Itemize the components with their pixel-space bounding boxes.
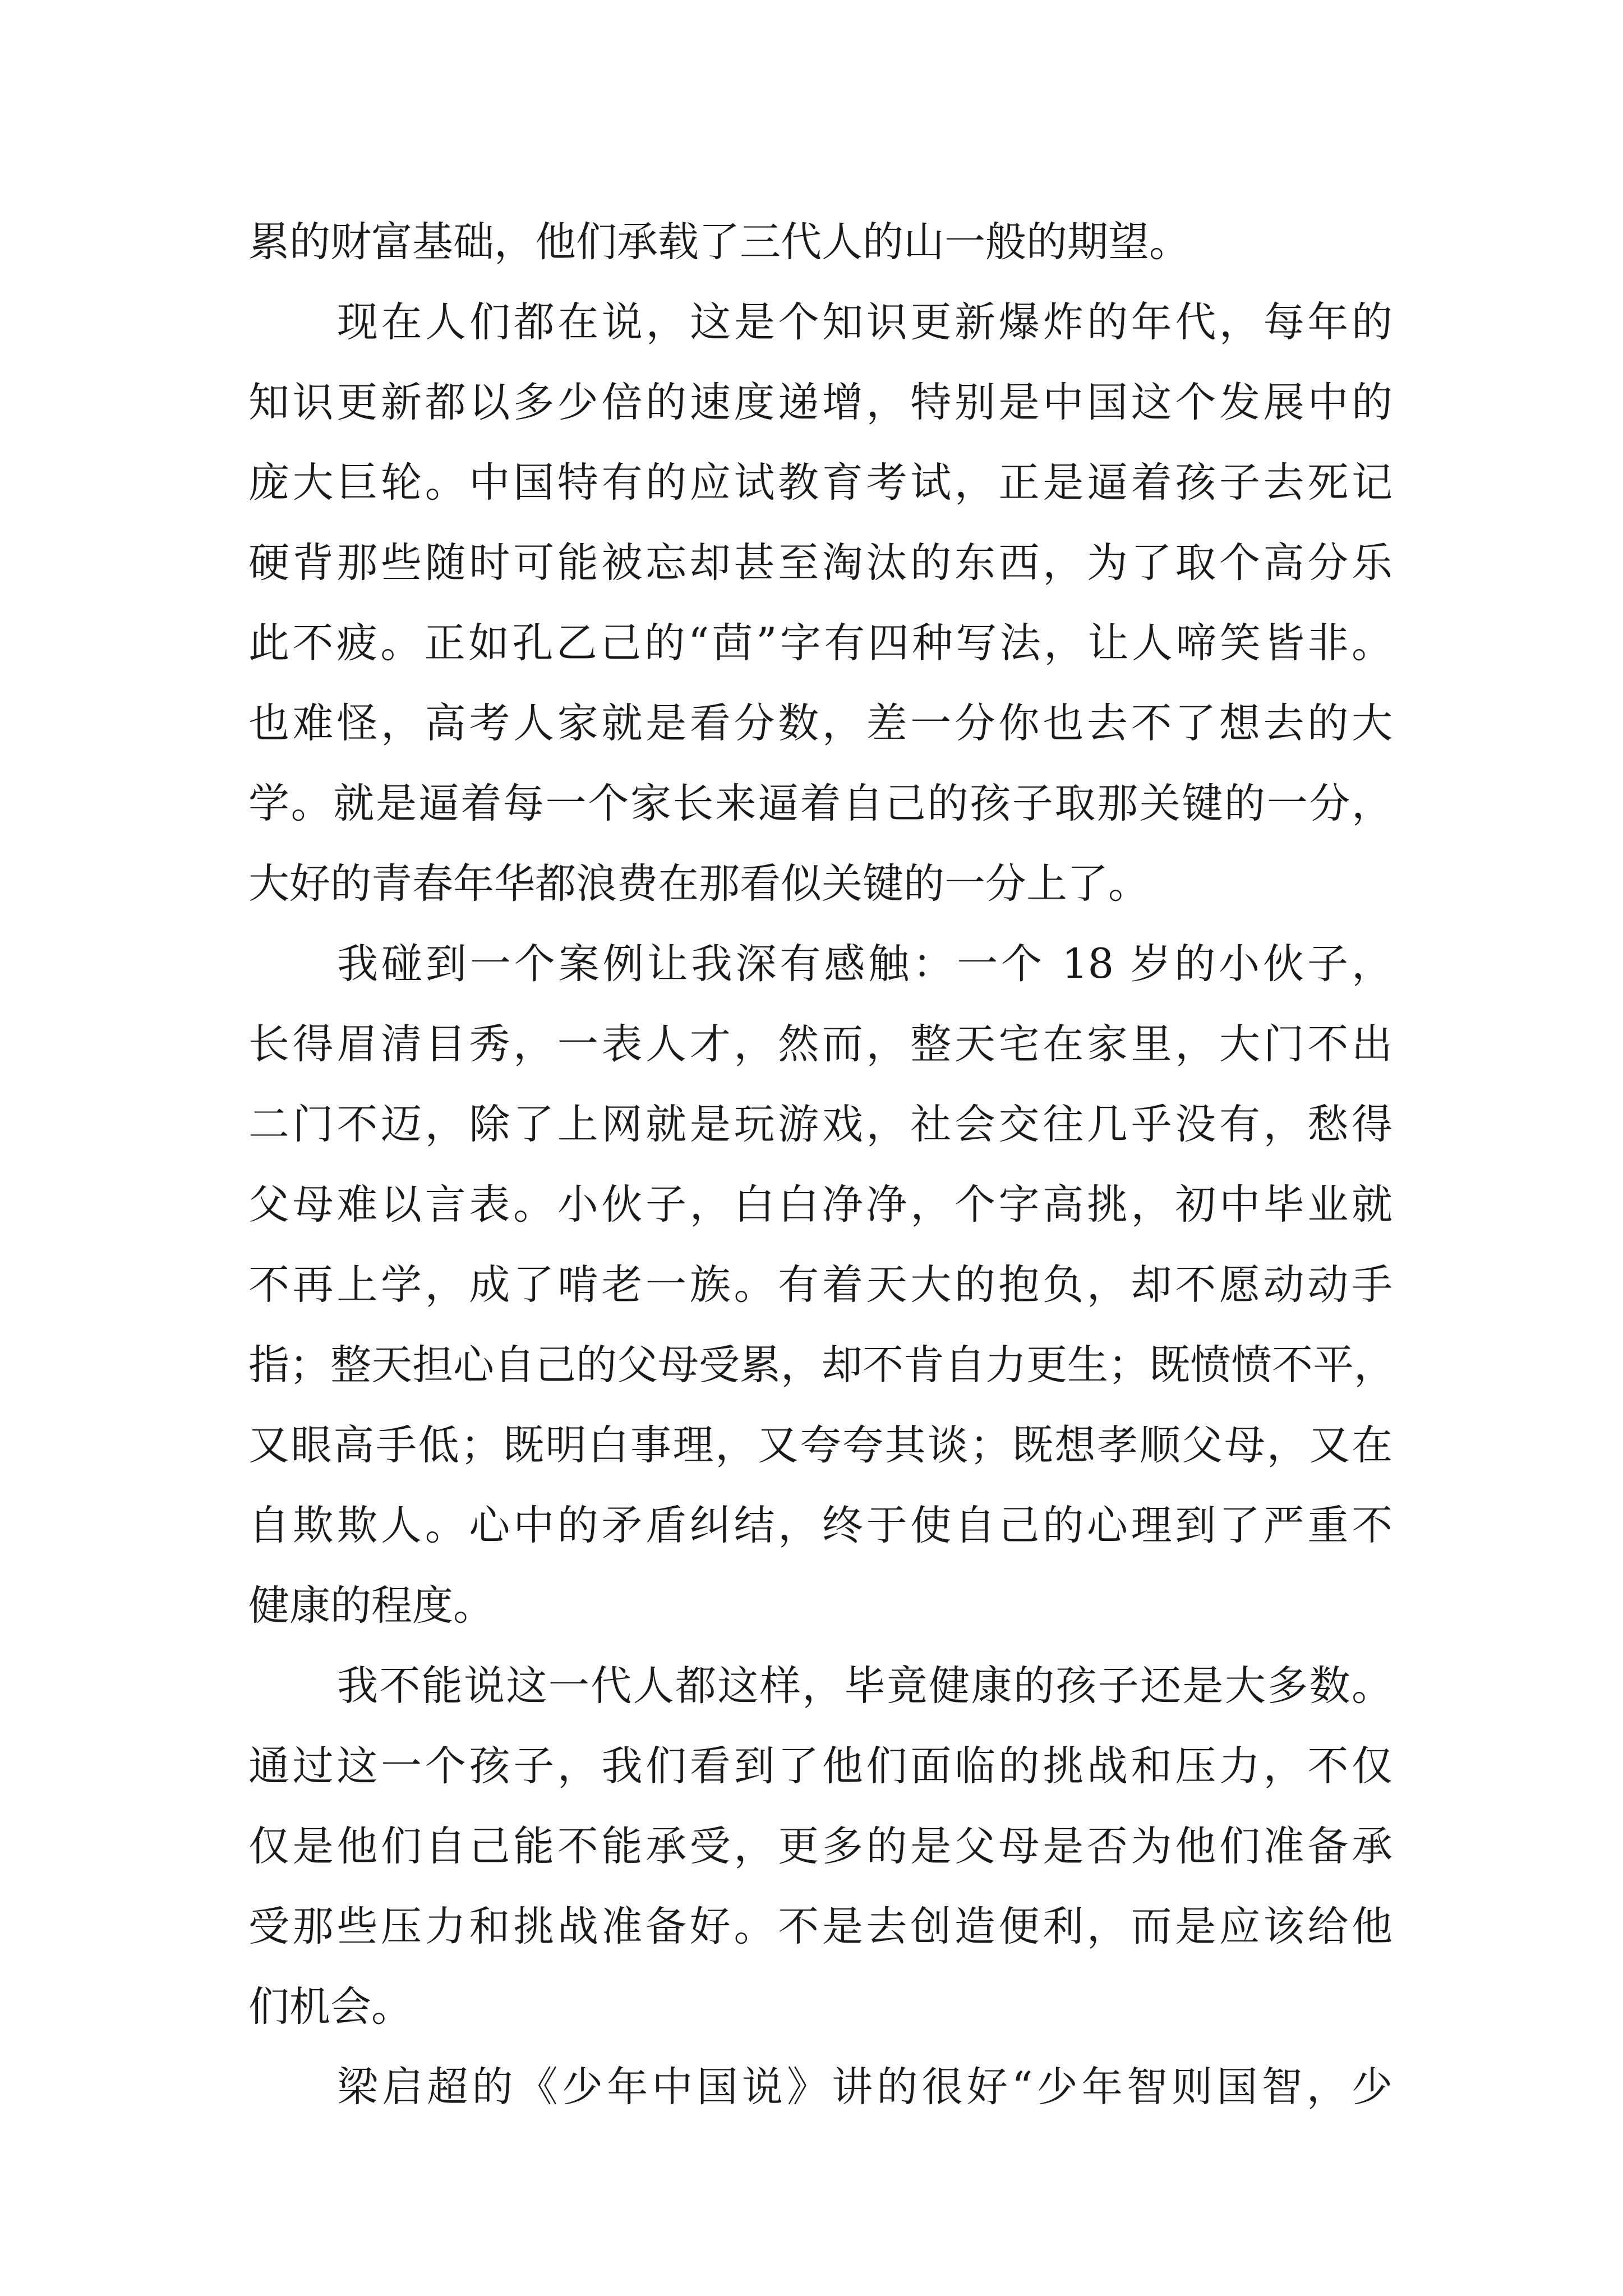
text-line: 此不疲。正如孔乙己的“茴”字有四种写法，让人啼笑皆非。	[248, 619, 1393, 667]
text-line: 长得眉清目秀，一表人才，然而，整天宅在家里，大门不出	[248, 1020, 1393, 1068]
text-line: 们机会。	[248, 1983, 412, 2031]
text-line: 父母难以言表。小伙子，白白净净，个字高挑，初中毕业就	[248, 1181, 1393, 1228]
text-line: 不再上学，成了啃老一族。有着天大的抱负，却不愿动动手	[248, 1261, 1393, 1309]
text-line: 也难怪，高考人家就是看分数，差一分你也去不了想去的大	[248, 700, 1393, 747]
text-line: 硬背那些随时可能被忘却甚至淘汰的东西，为了取个高分乐	[248, 539, 1393, 587]
text-line: 自欺欺人。心中的矛盾纠结，终于使自己的心理到了严重不	[248, 1502, 1393, 1549]
text-line: 健康的程度。	[248, 1582, 494, 1630]
text-line: 指；整天担心自己的父母受累，却不肯自力更生；既愤愤不平，	[248, 1341, 1395, 1389]
text-line: 我碰到一个案例让我深有感触：一个 18 岁的小伙子，	[337, 940, 1393, 988]
body-text	[248, 202, 1393, 2127]
text-line: 现在人们都在说，这是个知识更新爆炸的年代，每年的	[337, 298, 1393, 346]
text-line: 学。就是逼着每一个家长来逼着自己的孩子取那关键的一分，	[248, 780, 1393, 827]
text-line: 受那些压力和挑战准备好。不是去创造便利，而是应该给他	[248, 1903, 1393, 1950]
text-line: 知识更新都以多少倍的速度递增，特别是中国这个发展中的	[248, 379, 1393, 426]
text-line: 大好的青春年华都浪费在那看似关键的一分上了。	[248, 860, 1149, 908]
text-line: 累的财富基础，他们承载了三代人的山一般的期望。	[248, 218, 1190, 266]
text-line: 通过这一个孩子，我们看到了他们面临的挑战和压力，不仅	[248, 1742, 1393, 1790]
text-line: 又眼高手低；既明白事理，又夸夸其谈；既想孝顺父母，又在	[248, 1421, 1393, 1469]
text-line: 仅是他们自己能不能承受，更多的是父母是否为他们准备承	[248, 1823, 1393, 1870]
text-line: 我不能说这一代人都这样，毕竟健康的孩子还是大多数。	[337, 1662, 1393, 1710]
text-line: 二门不迈，除了上网就是玩游戏，社会交往几乎没有，愁得	[248, 1101, 1393, 1148]
text-line: 庞大巨轮。中国特有的应试教育考试，正是逼着孩子去死记	[248, 459, 1393, 507]
text-line: 梁启超的《少年中国说》讲的很好“少年智则国智，少	[337, 2063, 1393, 2111]
